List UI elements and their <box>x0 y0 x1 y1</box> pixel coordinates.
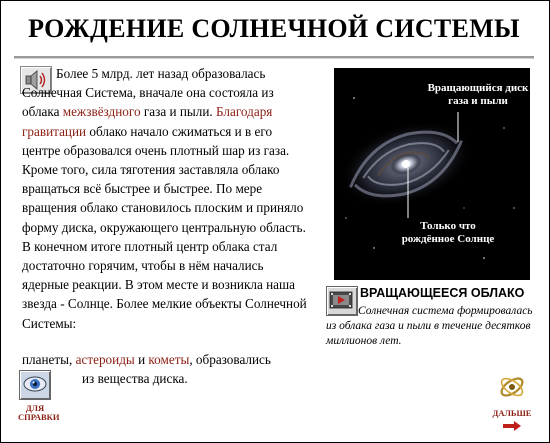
caption-text <box>326 304 540 349</box>
page-header <box>14 8 534 50</box>
sun-label: Только что рождённое Солнце <box>401 220 495 245</box>
link-gravity[interactable]: Благодаря гравитации <box>22 104 273 139</box>
page-title: РОЖДЕНИЕ СОЛНЕЧНОЙ СИСТЕМЫ <box>28 14 520 43</box>
article-segment: облако начало сжиматься и в его центре образовался очень плотный шар из газа. Кроме того, сила тяготения заставляла облако вращаться всё быстрее и быстрее. По мере вращения облако становилось плоским и приняло форму диска, окружающего центральную область. В конечном итоге плотный центр облака стал достаточно горячим, чтобы в нём начались ядерные реакции. В этом месте и возникла наша звезда - Солнце. Более мелкие объекты Солнечной Системы: <box>22 123 307 331</box>
help-label-line2: СПРАВКИ <box>18 412 60 422</box>
disk-label: Вращающийся диск газа и пыли <box>427 82 529 107</box>
article-tail-line: из вещества диска. <box>82 371 188 387</box>
next-label: ДАЛЬШЕ <box>492 408 532 418</box>
article-segment: газа и пыли. <box>140 104 216 120</box>
help-button[interactable] <box>18 370 60 426</box>
eye-icon <box>19 370 51 400</box>
next-button[interactable] <box>490 372 534 428</box>
caption-title: ВРАЩАЮЩЕЕСЯ ОБЛАКО <box>360 286 525 300</box>
article-segment: Более 5 млрд. лет назад образовалась Солнечная Система, вначале она состояла из облака <box>22 66 274 120</box>
article-text <box>22 64 312 333</box>
link-asteroids[interactable]: астероиды <box>75 352 135 367</box>
article-segment: планеты, <box>22 352 76 367</box>
title-divider <box>14 56 534 59</box>
article-segment: , образовались <box>189 352 271 367</box>
link-comets[interactable]: кометы <box>148 352 190 367</box>
arrow-right-icon <box>502 421 522 431</box>
atom-icon <box>496 372 528 402</box>
caption-text-body: Солнечная система формировалась из облака газа и пыли в течение десятков миллионов лет. <box>326 305 533 347</box>
galaxy-image <box>334 68 530 280</box>
article-tail-line <box>22 350 322 369</box>
link-interstellar[interactable]: межзвёздного <box>62 104 141 120</box>
help-label-line1: ДЛЯ <box>25 403 45 413</box>
article-segment: и <box>134 352 149 367</box>
article-tail <box>22 350 322 388</box>
